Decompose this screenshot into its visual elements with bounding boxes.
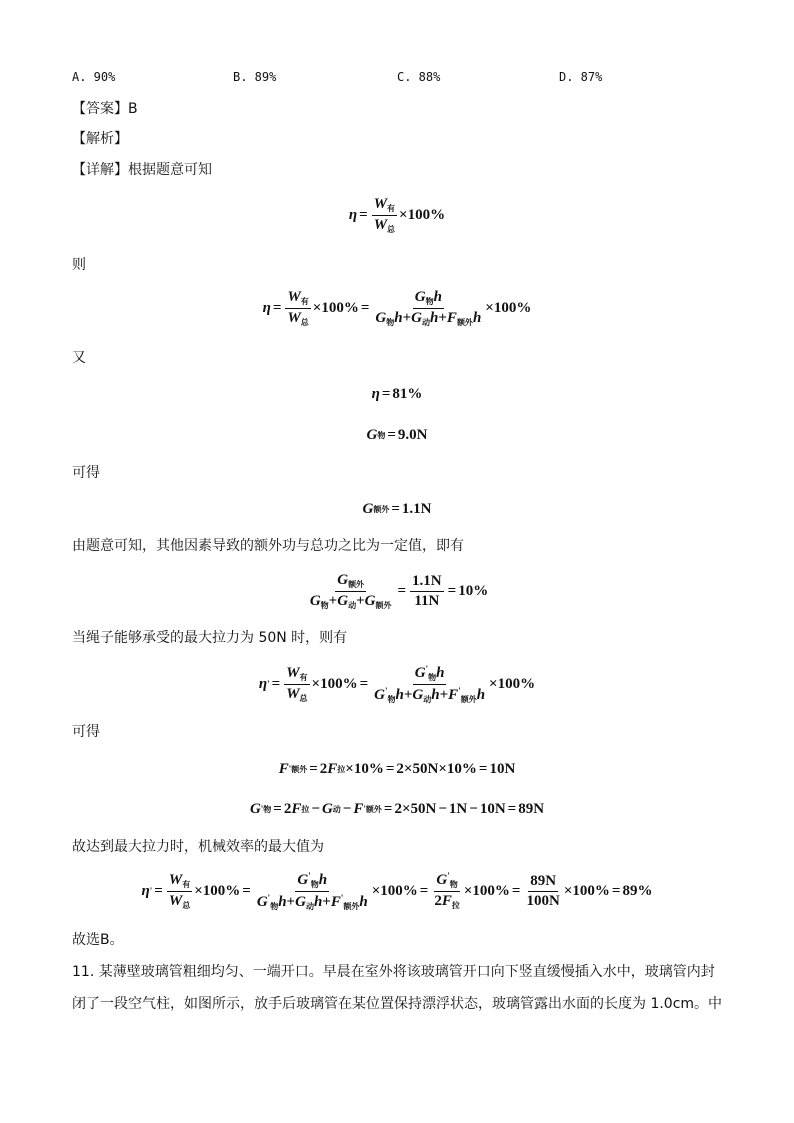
detail-line: 【详解】根据题意可知 (72, 162, 212, 178)
equation-g-object-prime: G ' 物 = 2 F 拉 − G 动 − F ' 额外 = 2× 50N − 1N − 10N = 89N (249, 800, 545, 817)
text-conclusion: 故达到最大拉力时，机械效率的最大值为 (72, 839, 324, 855)
question-11-line-2: 闭了一段空气柱，如图所示，放手后玻璃管在某位置保持漂浮状态，玻璃管露出水面的长度为 1.0cm。中 (72, 996, 723, 1012)
text-get-2: 可得 (72, 724, 100, 740)
text-get-1: 可得 (72, 465, 100, 481)
text-then: 则 (72, 257, 86, 273)
equation-g-extra: G 额外 = 1.1N (362, 500, 432, 517)
text-ratio-intro: 由题意可知，其他因素导致的额外功与总功之比为一定值，即有 (72, 538, 464, 554)
equation-extra-ratio: $\frac{G_{额外}}{G_物+G_动+G_{额外}}$ = $\frac{1.1N}{11N}$ = 10% (309, 571, 489, 610)
equation-eta-value: η = 81% (371, 385, 423, 402)
option-b: B. 89% (233, 70, 277, 84)
option-d: D. 87% (559, 70, 603, 84)
equation-g-object: G 物 = 9.0N (366, 426, 428, 443)
text-also: 又 (72, 350, 86, 366)
question-11-line-1: 11. 某薄壁玻璃管粗细均匀、一端开口。早晨在室外将该玻璃管开口向下竖直缓慢插入水中，玻璃管内封 (72, 964, 715, 980)
equation-f-extra-prime: F ' 额外 = 2 F 拉 ×10% = 2× 50N ×10% = 10N (278, 760, 516, 777)
text-max-force: 当绳子能够承受的最大拉力为 50N 时，则有 (72, 630, 348, 646)
answer-line: 【答案】B (72, 101, 138, 117)
equation-efficiency-definition: η = $\frac{W_有}{W_总}$ ×100% (348, 195, 446, 234)
equation-efficiency-expanded: η = $\frac{W_有}{W_总}$ ×100% = $\frac{G_物h}{G_物h+G_动h+F_{额外}h}$ ×100% (262, 288, 532, 327)
text-choose: 故选B。 (72, 932, 124, 948)
equation-efficiency-prime: η ' = $\frac{W_有}{W_总}$ ×100% = $\frac{G'_物h}{G'_物h+G_动h+F'_{额外}h}$ ×100% (258, 663, 536, 704)
equation-max-efficiency: η ' = $\frac{W_有}{W_总}$ ×100% = $\frac{G'_物h}{G'_物h+G_动h+F'_{额外}h}$ ×100% = $\frac{G'_物}{2F_拉}$ ×100% = $\frac{89N}{100N}$ ×100% = 89% (141, 870, 653, 911)
option-a: A. 90% (72, 70, 116, 84)
analysis-heading: 【解析】 (72, 131, 128, 147)
option-c: C. 88% (397, 70, 441, 84)
